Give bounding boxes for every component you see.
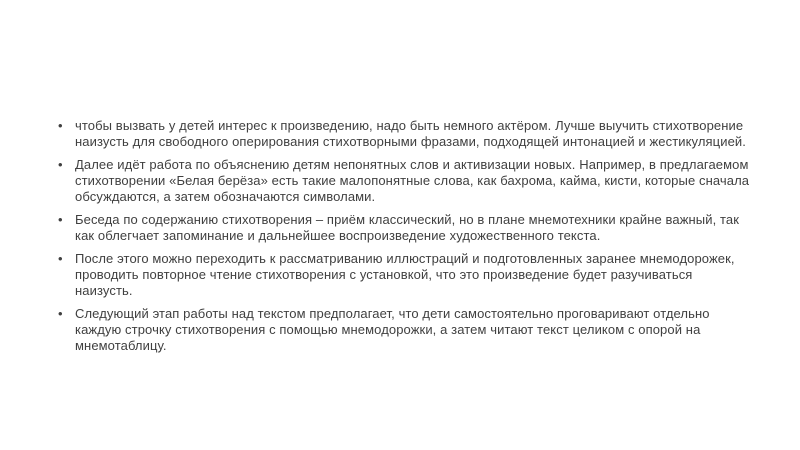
- bullet-item: [55, 157, 750, 205]
- bullet-text: После этого можно переходить к рассматриванию иллюстраций и подготовленных заранее мнемодорожек, проводить повторное чтение стихотворения с установкой, что это произведение будет разучиваться наизусть.: [75, 251, 735, 298]
- bullet-marker: •: [58, 251, 63, 266]
- bullet-marker: •: [58, 157, 63, 172]
- bullet-text: Далее идёт работа по объяснению детям непонятных слов и активизации новых. Например, в предлагаемом стихотворении «Белая берёза» есть такие малопонятные слова, как бахрома, кайма, кисти, которые сначала обсуждаются, а затем обозначаются символами.: [75, 157, 750, 204]
- bullet-marker: •: [58, 212, 63, 227]
- bullet-text: чтобы вызвать у детей интерес к произведению, надо быть немного актёром. Лучше выучить стихотворение наизусть для свободного оперирования стихотворными фразами, подходящей интонацией и жестикуляцией.: [75, 118, 746, 149]
- bullet-item: [55, 306, 750, 354]
- bullet-item: [55, 118, 750, 150]
- bullet-marker: •: [58, 306, 63, 321]
- bullet-item: [55, 212, 750, 244]
- bullet-marker: •: [58, 118, 63, 133]
- bullet-list: [55, 118, 750, 361]
- bullet-text: Следующий этап работы над текстом предполагает, что дети самостоятельно проговаривают отдельно каждую строчку стихотворения с помощью мнемодорожки, а затем читают текст целиком с опорой на мнемотаблицу.: [75, 306, 710, 353]
- bullet-item: [55, 251, 750, 299]
- bullet-text: Беседа по содержанию стихотворения – приём классический, но в плане мнемотехники крайне важный, так как облегчает запоминание и дальнейшее воспроизведение художественного текста.: [75, 212, 740, 243]
